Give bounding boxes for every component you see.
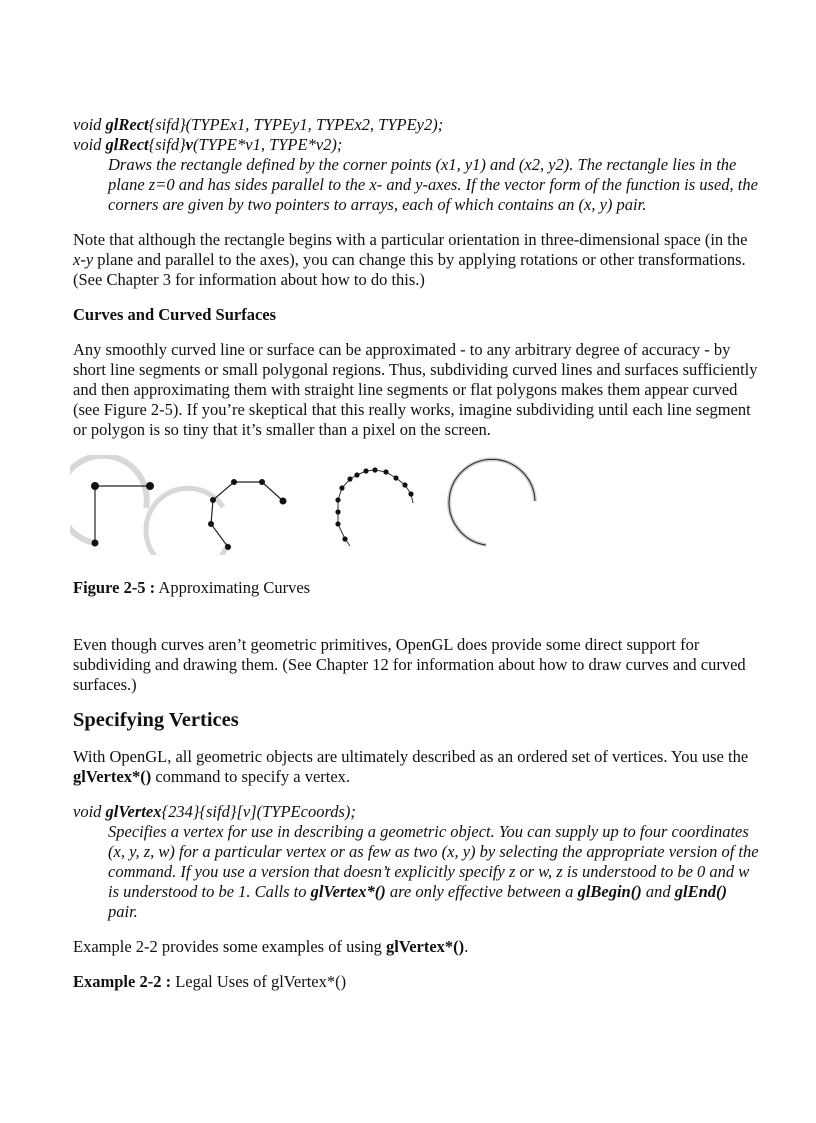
figure-caption: Figure 2-5 : Approximating Curves	[73, 578, 311, 597]
approximating-curves-figure	[70, 455, 550, 555]
curves-paragraph: Any smoothly curved line or surface can be approximated - to any arbitrary degree of accuracy - by short line segments or small polygonal regions. Thus, subdividing curved lines and surfaces sufficiently and then approximating them with straight line segments or flat polygons makes them appear curved (see Figure 2-5). If you’re skeptical that this really works, imagine subdividing until each line segment or polygon is so tiny that it’s smaller than a pixel on the screen.	[73, 340, 758, 439]
curve-medium	[146, 479, 287, 555]
glrect-description: Draws the rectangle defined by the corner points (x1, y1) and (x2, y2). The rectangle lies in the plane z=0 and has sides parallel to the x- and y-axes. If the vector form of the function is used, the corners are given by two pointers to arrays, each of which contains an (x, y) pair.	[108, 155, 758, 214]
section-heading-curves: Curves and Curved Surfaces	[73, 305, 277, 324]
glrect-signature-line-2: void glRect{sifd}v(TYPE*v1, TYPE*v2);	[73, 135, 343, 154]
glrect-signature	[73, 115, 753, 155]
example-caption: Example 2-2 : Legal Uses of glVertex*()	[73, 972, 347, 991]
glrect-signature-line-1: void glRect{sifd}(TYPEx1, TYPEy1, TYPEx2, TYPEy2);	[73, 115, 444, 134]
curve-coarse	[70, 456, 154, 547]
curve-smooth	[449, 459, 535, 545]
vertices-intro-paragraph: With OpenGL, all geometric objects are ultimately described as an ordered set of vertices. You use the glVertex*() command to specify a vertex.	[73, 747, 749, 786]
note-paragraph: Note that although the rectangle begins with a particular orientation in three-dimensional space (in the x-y plane and parallel to the axes), you can change this by applying rotations or other transformations. (See Chapter 3 for information about how to do this.)	[73, 230, 748, 289]
glvertex-description: Specifies a vertex for use in describing a geometric object. You can supply up to four coordinates (x, y, z, w) for a particular vertex or as few as two (x, y) by selecting the appropriate version of the command. If you use a version that doesn’t explicitly specify z or w, z is understood to be 0 and w is understood to be 1. Calls to glVertex*() are only effective between a glBegin() and glEnd() pair.	[108, 822, 759, 921]
curves-support-paragraph: Even though curves aren’t geometric primitives, OpenGL does provide some direct support for subdividing and drawing them. (See Chapter 12 for information about how to draw curves and curved surfaces.)	[73, 635, 746, 694]
curve-fine	[335, 467, 413, 546]
example-intro-paragraph: Example 2-2 provides some examples of using glVertex*().	[73, 937, 469, 956]
section-heading-vertices: Specifying Vertices	[73, 709, 239, 731]
glvertex-signature: void glVertex{234}{sifd}[v](TYPEcoords);	[73, 802, 356, 821]
